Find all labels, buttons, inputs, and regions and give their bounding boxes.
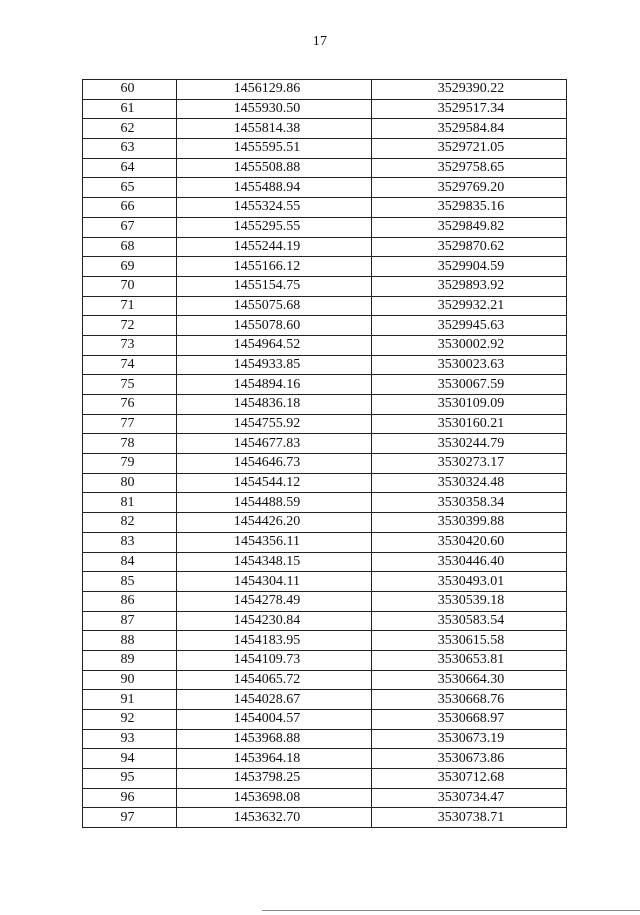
table-row [83,729,567,749]
point-number-cell: 79 [83,454,177,474]
point-number-cell: 76 [83,395,177,415]
y-coordinate-cell: 3530273.17 [372,454,567,474]
table-row [83,217,567,237]
x-coordinate-cell: 1454004.57 [177,710,372,730]
table-row [83,532,567,552]
y-coordinate-cell: 3529870.62 [372,237,567,257]
point-number-cell: 61 [83,99,177,119]
point-number-cell: 96 [83,788,177,808]
y-coordinate-cell: 3529584.84 [372,119,567,139]
y-coordinate-cell: 3530493.01 [372,572,567,592]
point-number-cell: 64 [83,158,177,178]
table-row [83,591,567,611]
table-row [83,473,567,493]
x-coordinate-cell: 1454933.85 [177,355,372,375]
y-coordinate-cell: 3529721.05 [372,139,567,159]
table-row [83,119,567,139]
x-coordinate-cell: 1453632.70 [177,808,372,828]
y-coordinate-cell: 3530673.19 [372,729,567,749]
y-coordinate-cell: 3529945.63 [372,316,567,336]
x-coordinate-cell: 1454183.95 [177,631,372,651]
y-coordinate-cell: 3530539.18 [372,591,567,611]
table-row [83,139,567,159]
point-number-cell: 87 [83,611,177,631]
point-number-cell: 74 [83,355,177,375]
point-number-cell: 66 [83,198,177,218]
y-coordinate-cell: 3529893.92 [372,276,567,296]
table-row [83,513,567,533]
y-coordinate-cell: 3529932.21 [372,296,567,316]
x-coordinate-cell: 1454755.92 [177,414,372,434]
y-coordinate-cell: 3530358.34 [372,493,567,513]
x-coordinate-cell: 1455324.55 [177,198,372,218]
point-number-cell: 80 [83,473,177,493]
table-row [83,710,567,730]
x-coordinate-cell: 1453968.88 [177,729,372,749]
y-coordinate-cell: 3530668.76 [372,690,567,710]
point-number-cell: 62 [83,119,177,139]
table-row [83,257,567,277]
y-coordinate-cell: 3530324.48 [372,473,567,493]
table-row [83,572,567,592]
point-number-cell: 71 [83,296,177,316]
page-bottom-rule [262,910,640,911]
x-coordinate-cell: 1455244.19 [177,237,372,257]
table-row [83,454,567,474]
point-number-cell: 91 [83,690,177,710]
table-row [83,611,567,631]
x-coordinate-cell: 1455075.68 [177,296,372,316]
x-coordinate-cell: 1455154.75 [177,276,372,296]
y-coordinate-cell: 3530734.47 [372,788,567,808]
x-coordinate-cell: 1454065.72 [177,670,372,690]
table-row [83,690,567,710]
y-coordinate-cell: 3529904.59 [372,257,567,277]
y-coordinate-cell: 3530446.40 [372,552,567,572]
x-coordinate-cell: 1454544.12 [177,473,372,493]
x-coordinate-cell: 1455930.50 [177,99,372,119]
table-row [83,335,567,355]
y-coordinate-cell: 3530002.92 [372,335,567,355]
point-number-cell: 93 [83,729,177,749]
point-number-cell: 86 [83,591,177,611]
table-row [83,198,567,218]
table-row [83,769,567,789]
point-number-cell: 72 [83,316,177,336]
table-row [83,808,567,828]
x-coordinate-cell: 1455295.55 [177,217,372,237]
point-number-cell: 60 [83,80,177,100]
point-number-cell: 75 [83,375,177,395]
y-coordinate-cell: 3530420.60 [372,532,567,552]
point-number-cell: 92 [83,710,177,730]
point-number-cell: 69 [83,257,177,277]
y-coordinate-cell: 3530668.97 [372,710,567,730]
x-coordinate-cell: 1454278.49 [177,591,372,611]
x-coordinate-cell: 1453964.18 [177,749,372,769]
y-coordinate-cell: 3530244.79 [372,434,567,454]
y-coordinate-cell: 3530673.86 [372,749,567,769]
y-coordinate-cell: 3530023.63 [372,355,567,375]
x-coordinate-cell: 1454304.11 [177,572,372,592]
point-number-cell: 73 [83,335,177,355]
coordinates-table-body [83,80,567,828]
coordinates-table [82,79,567,828]
point-number-cell: 84 [83,552,177,572]
table-row [83,375,567,395]
point-number-cell: 89 [83,650,177,670]
x-coordinate-cell: 1454109.73 [177,650,372,670]
point-number-cell: 67 [83,217,177,237]
table-row [83,355,567,375]
y-coordinate-cell: 3530160.21 [372,414,567,434]
x-coordinate-cell: 1454230.84 [177,611,372,631]
table-row [83,99,567,119]
point-number-cell: 77 [83,414,177,434]
table-row [83,650,567,670]
table-row [83,158,567,178]
point-number-cell: 94 [83,749,177,769]
table-row [83,414,567,434]
y-coordinate-cell: 3530583.54 [372,611,567,631]
x-coordinate-cell: 1455166.12 [177,257,372,277]
table-row [83,552,567,572]
y-coordinate-cell: 3529758.65 [372,158,567,178]
table-row [83,237,567,257]
x-coordinate-cell: 1454646.73 [177,454,372,474]
x-coordinate-cell: 1454964.52 [177,335,372,355]
y-coordinate-cell: 3530109.09 [372,395,567,415]
table-row [83,178,567,198]
point-number-cell: 70 [83,276,177,296]
table-row [83,434,567,454]
table-row [83,80,567,100]
table-row [83,296,567,316]
x-coordinate-cell: 1454894.16 [177,375,372,395]
y-coordinate-cell: 3530738.71 [372,808,567,828]
table-row [83,788,567,808]
x-coordinate-cell: 1455814.38 [177,119,372,139]
point-number-cell: 68 [83,237,177,257]
x-coordinate-cell: 1454488.59 [177,493,372,513]
y-coordinate-cell: 3529769.20 [372,178,567,198]
point-number-cell: 85 [83,572,177,592]
y-coordinate-cell: 3529835.16 [372,198,567,218]
x-coordinate-cell: 1455508.88 [177,158,372,178]
x-coordinate-cell: 1455488.94 [177,178,372,198]
y-coordinate-cell: 3530664.30 [372,670,567,690]
y-coordinate-cell: 3530653.81 [372,650,567,670]
table-row [83,749,567,769]
table-row [83,395,567,415]
table-row [83,631,567,651]
y-coordinate-cell: 3530067.59 [372,375,567,395]
x-coordinate-cell: 1455078.60 [177,316,372,336]
x-coordinate-cell: 1455595.51 [177,139,372,159]
point-number-cell: 90 [83,670,177,690]
point-number-cell: 78 [83,434,177,454]
table-row [83,316,567,336]
point-number-cell: 63 [83,139,177,159]
point-number-cell: 83 [83,532,177,552]
table-row [83,276,567,296]
x-coordinate-cell: 1456129.86 [177,80,372,100]
page-number: 17 [312,34,328,49]
point-number-cell: 65 [83,178,177,198]
x-coordinate-cell: 1453698.08 [177,788,372,808]
y-coordinate-cell: 3530615.58 [372,631,567,651]
y-coordinate-cell: 3529517.34 [372,99,567,119]
x-coordinate-cell: 1454836.18 [177,395,372,415]
x-coordinate-cell: 1454348.15 [177,552,372,572]
x-coordinate-cell: 1454677.83 [177,434,372,454]
point-number-cell: 88 [83,631,177,651]
x-coordinate-cell: 1454426.20 [177,513,372,533]
x-coordinate-cell: 1453798.25 [177,769,372,789]
table-row [83,493,567,513]
table-row [83,670,567,690]
point-number-cell: 82 [83,513,177,533]
x-coordinate-cell: 1454028.67 [177,690,372,710]
point-number-cell: 81 [83,493,177,513]
y-coordinate-cell: 3529390.22 [372,80,567,100]
x-coordinate-cell: 1454356.11 [177,532,372,552]
y-coordinate-cell: 3530712.68 [372,769,567,789]
y-coordinate-cell: 3529849.82 [372,217,567,237]
y-coordinate-cell: 3530399.88 [372,513,567,533]
point-number-cell: 97 [83,808,177,828]
point-number-cell: 95 [83,769,177,789]
